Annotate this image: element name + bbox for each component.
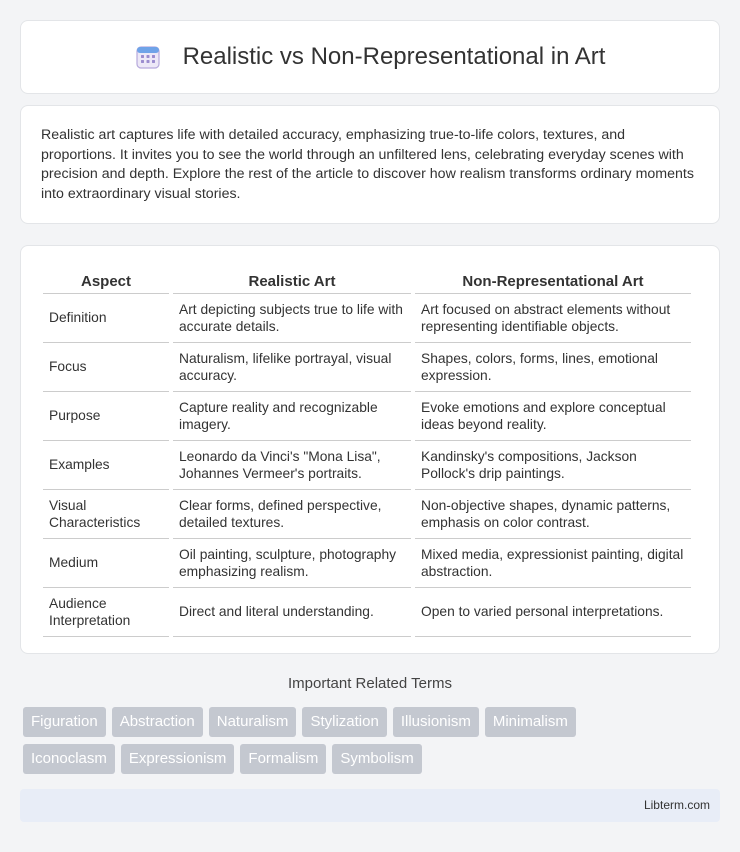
cell-realistic: Oil painting, sculpture, photography emphasizing realism. [173, 539, 411, 588]
cell-realistic: Naturalism, lifelike portrayal, visual accuracy. [173, 343, 411, 392]
cell-nonrep: Mixed media, expressionist painting, digital abstraction. [415, 539, 691, 588]
table-row [43, 539, 691, 588]
tag-row [23, 707, 723, 737]
table-row [43, 441, 691, 490]
related-terms-tags [23, 707, 723, 781]
cell-realistic: Clear forms, defined perspective, detailed textures. [173, 490, 411, 539]
comparison-table [39, 266, 695, 637]
header-aspect: Aspect [43, 266, 169, 294]
cell-nonrep: Art focused on abstract elements without representing identifiable objects. [415, 294, 691, 343]
calendar-icon [135, 44, 161, 70]
tag-formalism[interactable]: Formalism [240, 744, 326, 774]
page-title: Realistic vs Non-Representational in Art [182, 43, 606, 70]
intro-paragraph: Realistic art captures life with detailed accuracy, emphasizing true-to-life colors, textures, and proportions. It invites you to see the world through an unfiltered lens, celebrating everyday scenes with precision and depth. Explore the rest of the article to discover how realism transforms ordinary moments into extraordinary visual stories. [41, 127, 694, 202]
cell-nonrep: Shapes, colors, forms, lines, emotional expression. [415, 343, 691, 392]
table-row [43, 588, 691, 637]
cell-aspect: Focus [43, 343, 169, 392]
intro-card [20, 105, 720, 224]
table-row [43, 392, 691, 441]
related-terms-title: Important Related Terms [288, 675, 452, 692]
cell-aspect: Medium [43, 539, 169, 588]
cell-realistic: Art depicting subjects true to life with accurate details. [173, 294, 411, 343]
tag-expressionism[interactable]: Expressionism [121, 744, 235, 774]
tag-figuration[interactable]: Figuration [23, 707, 106, 737]
footer-site-link[interactable]: Libterm.com [643, 798, 710, 812]
cell-nonrep: Evoke emotions and explore conceptual ideas beyond reality. [415, 392, 691, 441]
tag-stylization[interactable]: Stylization [302, 707, 386, 737]
table-row [43, 343, 691, 392]
cell-realistic: Capture reality and recognizable imagery. [173, 392, 411, 441]
cell-aspect: Audience Interpretation [43, 588, 169, 637]
tag-abstraction[interactable]: Abstraction [112, 707, 203, 737]
cell-nonrep: Kandinsky's compositions, Jackson Pollock's drip paintings. [415, 441, 691, 490]
header-nonrep: Non-Representational Art [415, 266, 691, 294]
footer [20, 789, 720, 822]
tag-minimalism[interactable]: Minimalism [485, 707, 576, 737]
comparison-card [20, 245, 720, 654]
tag-iconoclasm[interactable]: Iconoclasm [23, 744, 115, 774]
cell-aspect: Purpose [43, 392, 169, 441]
title-card [20, 20, 720, 94]
cell-aspect: Examples [43, 441, 169, 490]
cell-aspect: Definition [43, 294, 169, 343]
tag-symbolism[interactable]: Symbolism [332, 744, 421, 774]
cell-realistic: Leonardo da Vinci's "Mona Lisa", Johannes Vermeer's portraits. [173, 441, 411, 490]
table-row [43, 294, 691, 343]
tag-illusionism[interactable]: Illusionism [393, 707, 479, 737]
table-row [43, 490, 691, 539]
header-realistic: Realistic Art [173, 266, 411, 294]
cell-realistic: Direct and literal understanding. [173, 588, 411, 637]
cell-aspect: Visual Characteristics [43, 490, 169, 539]
table-header-row [43, 266, 691, 294]
tag-naturalism[interactable]: Naturalism [209, 707, 297, 737]
cell-nonrep: Non-objective shapes, dynamic patterns, emphasis on color contrast. [415, 490, 691, 539]
cell-nonrep: Open to varied personal interpretations. [415, 588, 691, 637]
tag-row [23, 744, 723, 774]
